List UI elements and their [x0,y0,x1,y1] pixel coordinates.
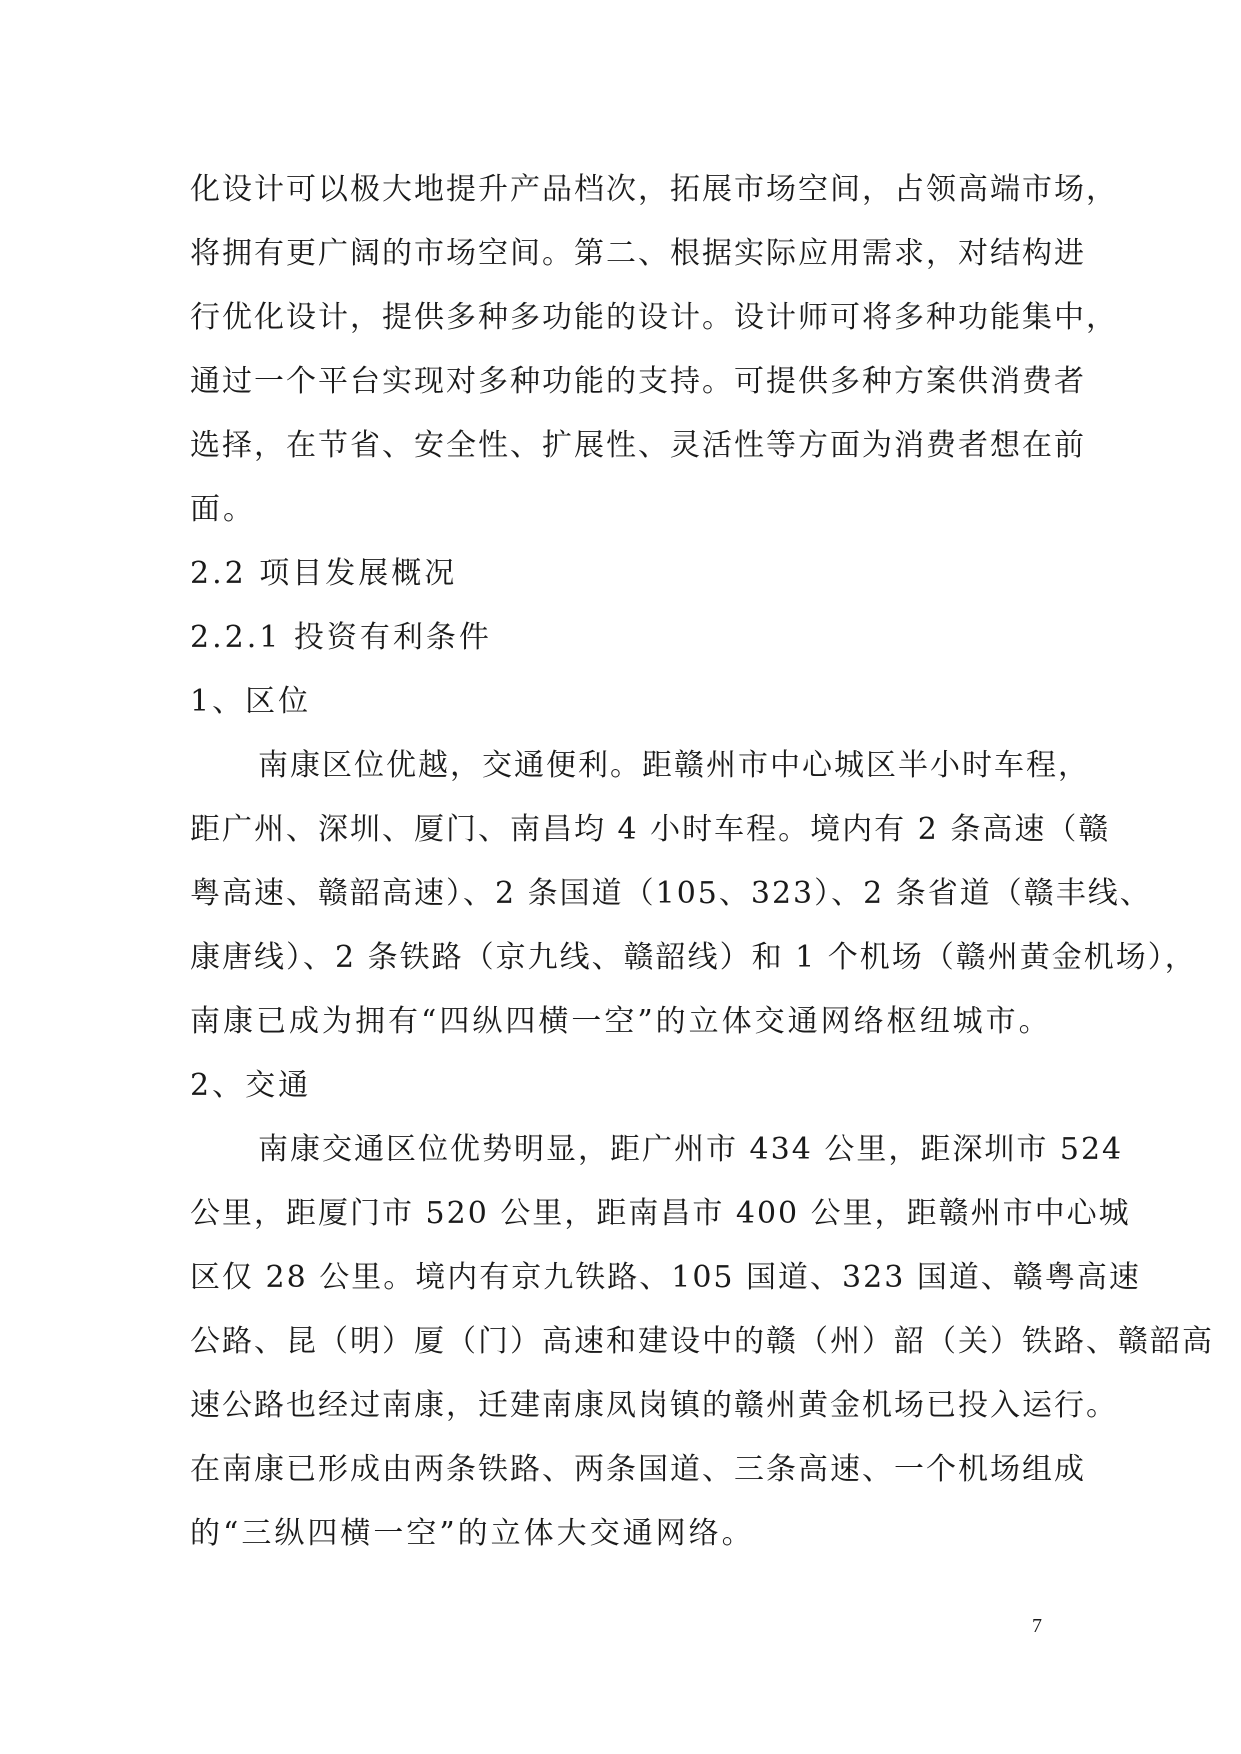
paragraph-line: 南康已成为拥有“四纵四横一空”的立体交通网络枢纽城市。 [190,1004,1052,1039]
paragraph-line: 在南康已形成由两条铁路、两条国道、三条高速、一个机场组成 [190,1452,1086,1487]
paragraph-line: 行优化设计，提供多种多功能的设计。设计师可将多种功能集中， [190,300,1118,335]
list-heading-location: 1、区位 [190,684,312,719]
subsection-heading: 2.2.1 投资有利条件 [190,620,492,655]
section-heading: 2.2 项目发展概况 [190,556,458,591]
paragraph-line: 南康区位优越，交通便利。距赣州市中心城区半小时车程， [258,748,1090,783]
paragraph-line: 将拥有更广阔的市场空间。第二、根据实际应用需求，对结构进 [190,236,1086,271]
paragraph-line: 通过一个平台实现对多种功能的支持。可提供多种方案供消费者 [190,364,1086,399]
paragraph-line: 区仅 28 公里。境内有京九铁路、105 国道、323 国道、赣粤高速 [190,1260,1141,1295]
paragraph-line: 的“三纵四横一空”的立体大交通网络。 [190,1516,755,1551]
paragraph-line: 公路、昆（明）厦（门）高速和建设中的赣（州）韶（关）铁路、赣韶高 [190,1324,1214,1359]
paragraph-line: 粤高速、赣韶高速）、2 条国道（105、323）、2 条省道（赣丰线、 [190,876,1152,911]
paragraph-line: 速公路也经过南康，迁建南康凤岗镇的赣州黄金机场已投入运行。 [190,1388,1118,1423]
paragraph-line: 面。 [190,492,256,527]
paragraph-line: 南康交通区位优势明显，距广州市 434 公里，距深圳市 524 [258,1132,1124,1167]
paragraph-line: 选择，在节省、安全性、扩展性、灵活性等方面为消费者想在前 [190,428,1086,463]
paragraph-line: 康唐线）、2 条铁路（京九线、赣韶线）和 1 个机场（赣州黄金机场）， [190,940,1197,975]
paragraph-line: 化设计可以极大地提升产品档次，拓展市场空间，占领高端市场， [190,172,1118,207]
paragraph-line: 距广州、深圳、厦门、南昌均 4 小时车程。境内有 2 条高速（赣 [190,812,1111,847]
list-heading-transport: 2、交通 [190,1068,312,1103]
paragraph-line: 公里，距厦门市 520 公里，距南昌市 400 公里，距赣州市中心城 [190,1196,1131,1231]
page-number: 7 [1032,1615,1042,1637]
